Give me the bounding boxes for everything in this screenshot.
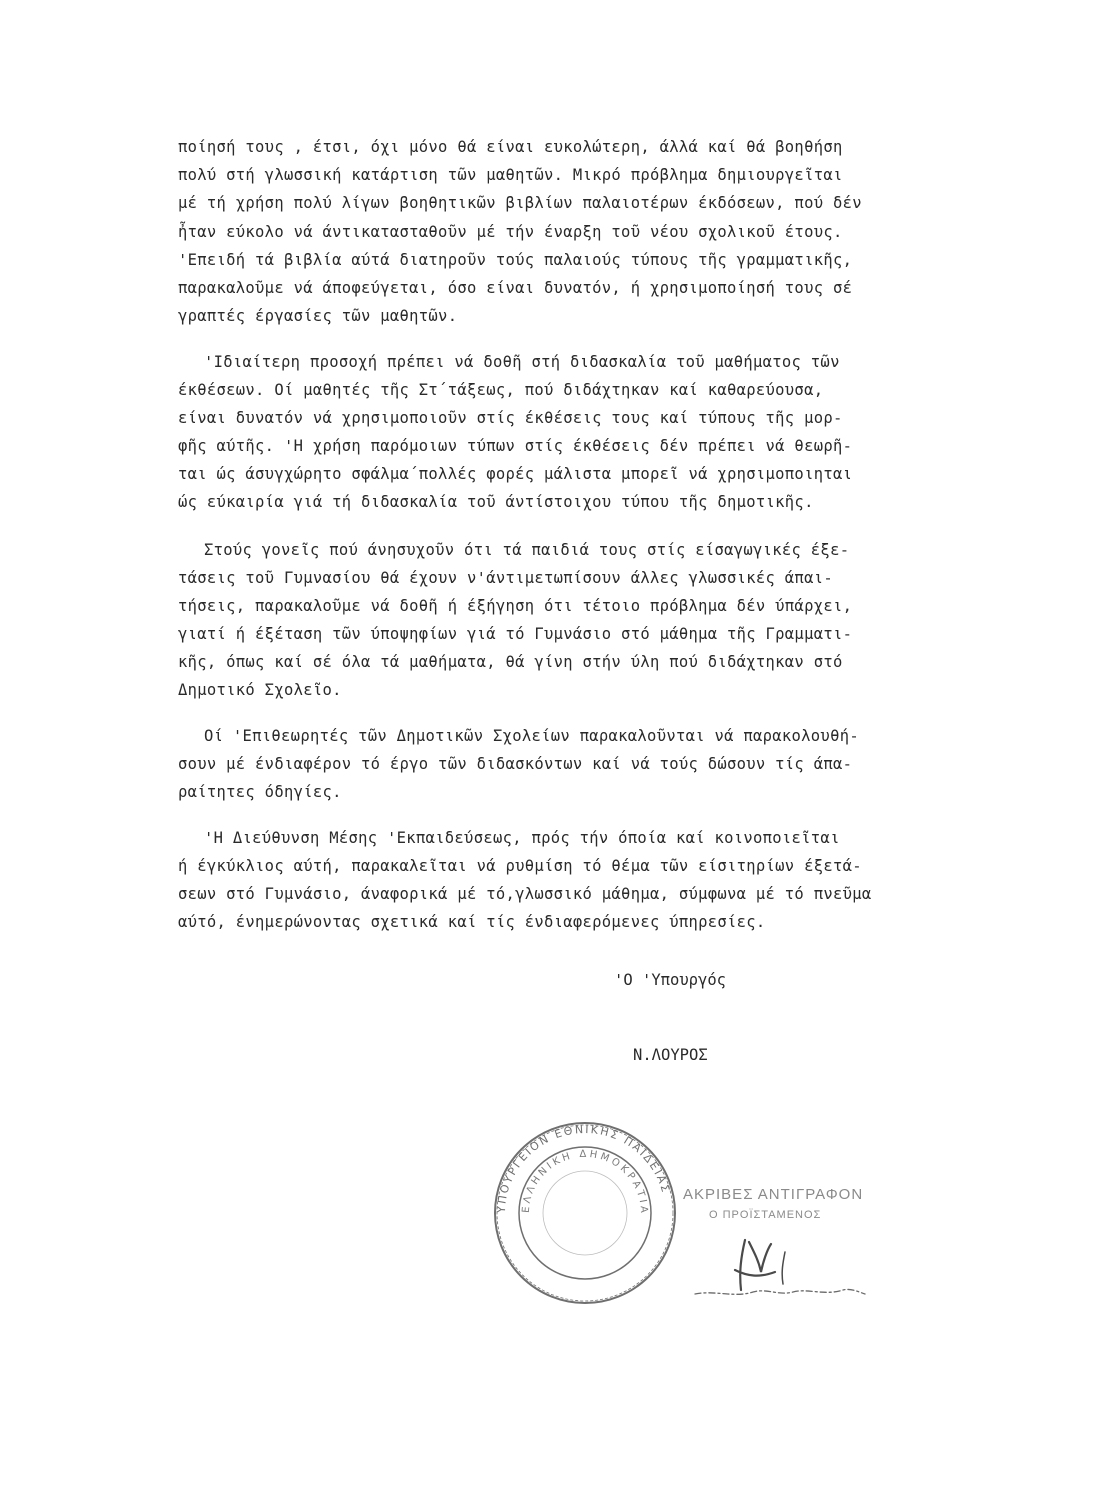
text-line: γραπτές έργασίες τῶν μαθητῶν. bbox=[178, 307, 458, 325]
text-line: αύτό, ένημερώνοντας σχετικά καί τίς ένδιαφερόμενες ύπηρεσίες. bbox=[178, 913, 766, 931]
text-line: πολύ στή γλωσσική κατάρτιση τῶν μαθητῶν. Μικρό πρόβλημα δημιουργεῖται bbox=[178, 166, 843, 184]
text-line: παρακαλοῦμε νά άποφεύγεται, όσο είναι δυνατόν, ή χρησιμοποίησή τους σέ bbox=[178, 279, 853, 297]
text-line: ται ώς άσυγχώρητο σφάλμα΄πολλές φορές μάλιστα μπορεῖ νά χρησιμοποιηται bbox=[178, 465, 853, 483]
minister-title: 'Ο 'Υπουργός bbox=[614, 971, 726, 989]
text-line: Στούς γονεῖς πού άνησυχοῦν ότι τά παιδιά τους στίς είσαγωγικές έξε- bbox=[204, 541, 850, 559]
text-line: φῆς αύτῆς. 'Η χρήση παρόμοιων τύπων στίς έκθέσεις δέν πρέπει νά θεωρῆ- bbox=[178, 437, 853, 455]
text-line: ἦταν εύκολο νά άντικατασταθοῦν μέ τήν έναρξη τοῦ νέου σχολικοῦ έτους. bbox=[178, 223, 843, 241]
text-line: μέ τή χρήση πολύ λίγων βοηθητικῶν βιβλίων παλαιοτέρων έκδόσεων, πού δέν bbox=[178, 194, 862, 212]
text-line: ποίησή τους , έτσι, όχι μόνο θά είναι ευκολώτερη, άλλά καί θά βοηθήση bbox=[178, 138, 843, 156]
text-line: σουν μέ ένδιαφέρον τό έργο τῶν διδασκόντων καί νά τούς δώσουν τίς άπα- bbox=[178, 755, 853, 773]
text-line: ή έγκύκλιος αύτή, παρακαλεῖται νά ρυθμίση τό θέμα τῶν είσιτηρίων έξετά- bbox=[178, 857, 862, 875]
text-line: τάσεις τοῦ Γυμνασίου θά έχουν ν'άντιμετωπίσουν άλλες γλωσσικές άπαι- bbox=[178, 569, 833, 587]
text-line: 'Η Διεύθυνση Μέσης 'Εκπαιδεύσεως, πρός τήν όποία καί κοινοποιεῖται bbox=[204, 829, 840, 847]
text-line: Οί 'Επιθεωρητές τῶν Δημοτικῶν Σχολείων παρακαλοῦνται νά παρακολουθή- bbox=[204, 727, 859, 745]
text-line: 'Ιδιαίτερη προσοχή πρέπει νά δοθῆ στή διδασκαλία τοῦ μαθήματος τῶν bbox=[204, 353, 840, 371]
handwritten-signature bbox=[675, 1232, 895, 1312]
text-line: σεων στό Γυμνάσιο, άναφορικά μέ τό,γλωσσικό μάθημα, σύμφωνα μέ τό πνεῦμα bbox=[178, 885, 872, 903]
certification-line-1: ΑΚΡΙΒΕΣ ΑΝΤΙΓΡΑΦΟΝ bbox=[683, 1186, 864, 1203]
minister-name: Ν.ΛΟΥΡΟΣ bbox=[633, 1046, 708, 1064]
svg-text:ΥΠΟΥΡΓΕΙΟΝ ΕΘΝΙΚΗΣ ΠΑΙΔΕΙΑΣ: ΥΠΟΥΡΓΕΙΟΝ ΕΘΝΙΚΗΣ ΠΑΙΔΕΙΑΣ bbox=[494, 1122, 673, 1214]
text-line: ραίτητες όδηγίες. bbox=[178, 783, 342, 801]
text-line: είναι δυνατόν νά χρησιμοποιοῦν στίς έκθέσεις τους καί τύπους τῆς μορ- bbox=[178, 409, 843, 427]
text-line: ώς εύκαιρία γιά τή διδασκαλία τοῦ άντίστοιχου τύπου τῆς δημοτικῆς. bbox=[178, 493, 814, 511]
text-line: 'Επειδή τά βιβλία αύτά διατηροῦν τούς παλαιούς τύπους τῆς γραμματικῆς, bbox=[178, 251, 853, 269]
text-line: Δημοτικό Σχολεῖο. bbox=[178, 681, 342, 699]
svg-text:ΕΛΛΗΝΙΚΗ ΔΗΜΟΚΡΑΤΙΑ: ΕΛΛΗΝΙΚΗ ΔΗΜΟΚΡΑΤΙΑ bbox=[520, 1148, 650, 1217]
text-line: έκθέσεων. Οί μαθητές τῆς Στ΄τάξεως, πού διδάχτηκαν καί καθαρεύουσα, bbox=[178, 381, 824, 399]
text-line: γιατί ή έξέταση τῶν ύποψηφίων γιά τό Γυμνάσιο στό μάθημα τῆς Γραμματι- bbox=[178, 625, 853, 643]
text-line: τήσεις, παρακαλοῦμε νά δοθῆ ή έξήγηση ότι τέτοιο πρόβλημα δέν ύπάρχει, bbox=[178, 597, 853, 615]
official-seal-stamp bbox=[490, 1118, 680, 1308]
certification-block bbox=[683, 1186, 883, 1221]
certification-line-2: Ο ΠΡΟΪΣΤΑΜΕΝΟΣ bbox=[709, 1209, 822, 1221]
text-line: κῆς, όπως καί σέ όλα τά μαθήματα, θά γίνη στήν ύλη πού διδάχτηκαν στό bbox=[178, 653, 843, 671]
